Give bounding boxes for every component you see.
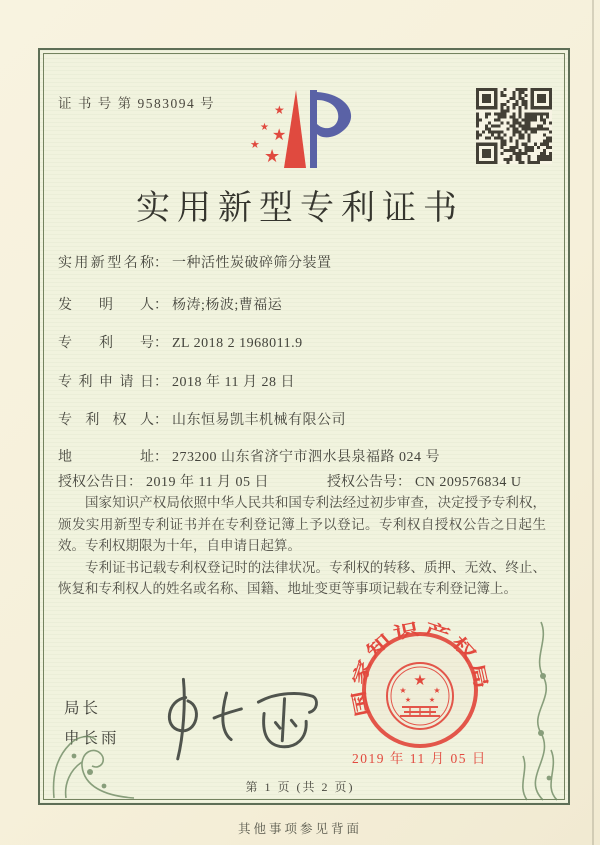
field-value: 杨涛;杨波;曹福运	[172, 298, 283, 313]
cnipa-logo-icon	[228, 82, 373, 177]
field-label: 地址	[58, 450, 154, 465]
logo-star: ★	[272, 127, 287, 144]
field-grant-announcement: 授权公告日： 2019 年 11 月 05 日 授权公告号： CN 209576834 U	[58, 475, 522, 490]
certificate-title: 实用新型专利证书	[136, 190, 464, 227]
field-patent-number: 专利号： ZL 2018 2 1968011.9	[58, 332, 553, 352]
legal-paragraph-2: 专利证书记载专利权登记时的法律状况。专利权的转移、质押、无效、终止、恢复和专利权人的姓名或名称、国籍、地址变更等事项记载在专利登记簿上。	[58, 559, 546, 596]
field-value: 山东恒易凯丰机械有限公司	[172, 413, 346, 428]
logo-star: ★	[250, 139, 260, 151]
grant-number-label: 授权公告号	[326, 475, 397, 490]
legal-text	[58, 492, 546, 600]
certificate-number-prefix: 证 书 号 第	[58, 96, 133, 111]
director-name: 申长雨	[64, 730, 120, 747]
field-value: 2018 年 11 月 28 日	[172, 375, 295, 390]
certificate-number: 9583094	[137, 96, 196, 111]
back-side-note: 其他事项参见背面	[237, 822, 362, 836]
seal-star: ★	[404, 696, 412, 704]
seal-agency-text: 国家知识产权局	[349, 619, 490, 718]
grant-number-value: CN 209576834 U	[414, 475, 522, 490]
certificate-number-suffix: 号	[200, 96, 216, 111]
seal-star: ★	[413, 673, 427, 689]
seal-star: ★	[399, 686, 407, 695]
field-value: 273200 山东省济宁市泗水县泉福路 024 号	[172, 450, 440, 465]
certificate-number-line	[58, 92, 215, 112]
field-address: 地址： 273200 山东省济宁市泗水县泉福路 024 号	[58, 446, 553, 466]
field-label: 专利权人	[58, 413, 154, 428]
field-label: 专利号	[58, 336, 154, 351]
logo-star: ★	[264, 146, 281, 166]
field-patentee: 专利权人： 山东恒易凯丰机械有限公司	[58, 409, 553, 429]
field-inventors: 发明人： 杨涛;杨波;曹福运	[58, 294, 553, 314]
director-signature	[150, 668, 335, 768]
logo-star: ★	[274, 103, 285, 117]
field-label: 实用新型名称	[58, 256, 154, 271]
grant-date-label: 授权公告日	[58, 475, 128, 490]
logo-star: ★	[260, 122, 269, 133]
field-value: 一种活性炭破碎筛分装置	[172, 256, 332, 271]
corner-ornament-icon	[44, 698, 139, 803]
seal-star: ★	[433, 686, 441, 695]
field-utility-model-name: 实用新型名称： 一种活性炭破碎筛分装置	[58, 252, 553, 272]
official-seal	[338, 615, 503, 765]
director-title: 局长	[64, 700, 102, 717]
grant-date-value: 2019 年 11 月 05 日	[146, 475, 269, 490]
qr-code	[476, 88, 552, 164]
field-filing-date: 专利申请日： 2018 年 11 月 28 日	[58, 371, 553, 391]
seal-star: ★	[428, 696, 436, 704]
legal-paragraph-1: 国家知识产权局依照中华人民共和国专利法经过初步审查，决定授予专利权，颁发实用新型专利证书并在专利登记簿上予以登记。专利权自授权公告之日起生效。专利权期限为十年，自申请日起算。	[58, 495, 546, 553]
seal-date: 2019 年 11 月 05 日	[352, 751, 487, 766]
corner-ornament-icon	[513, 618, 568, 803]
field-value: ZL 2018 2 1968011.9	[172, 336, 303, 351]
field-label: 发明人	[58, 298, 154, 313]
page-number: 第 1 页 (共 2 页)	[245, 780, 355, 794]
field-label: 专利申请日	[58, 375, 154, 390]
